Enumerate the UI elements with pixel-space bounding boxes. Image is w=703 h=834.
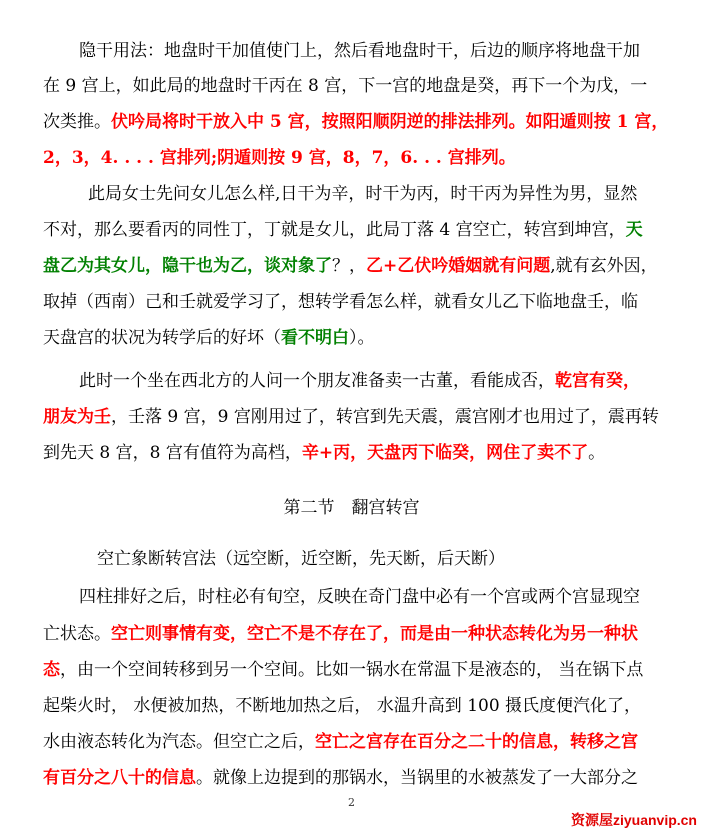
- text: 次类推。: [43, 112, 111, 132]
- para5-line4: [43, 695, 641, 717]
- highlight-green: 盘乙为其女儿，隐干也为乙，谈对象了: [43, 256, 332, 276]
- highlight-red: 乙+乙伏吟婚姻就有问题: [366, 256, 551, 276]
- text: 。: [588, 443, 606, 463]
- para2-line1: [88, 183, 637, 205]
- text: 此局女士先问女儿怎么样,日干为辛，时干为丙，时干丙为异性为男，显然: [88, 184, 638, 204]
- highlight-red: 空亡之宫存在百分之二十的信息，转移之宫: [315, 732, 638, 752]
- watermark: 资源屋ziyuanvip.cn: [570, 812, 697, 828]
- para1-line2: [43, 75, 647, 97]
- text: 此时一个坐在西北方的人问一个朋友准备卖一古董，看能成否，: [79, 371, 555, 391]
- para5-line2: [43, 623, 638, 645]
- text: 起柴火时， 水便被加热，不断地加热之后， 水温升高到 100 摄氏度便汽化了，: [43, 696, 642, 716]
- highlight-red: 2，3，4. . . . 宫排列;阴遁则按 9 宫，8，7，6. . . 宫排列。: [43, 148, 516, 168]
- para5-line5: [43, 731, 638, 753]
- para2-line4: [43, 291, 638, 313]
- highlight-green: 天: [625, 220, 643, 240]
- highlight-red: 态: [43, 660, 60, 680]
- text: 天盘宫的状况为转学后的好坏（: [43, 328, 281, 348]
- para5-line3: [43, 659, 643, 681]
- para3-line1: [79, 370, 640, 392]
- text: 不对，那么要看丙的同性丁，丁就是女儿，此局丁落 4 宫空亡，转宫到坤宫，: [43, 220, 626, 240]
- text: ？，: [332, 256, 366, 276]
- para3-line2: [43, 406, 659, 428]
- text: 。就像上边提到的那锅水，当锅里的水被蒸发了一大部分之: [196, 768, 638, 788]
- para1-line1: [79, 40, 640, 62]
- highlight-red: 辛+丙，天盘丙下临癸，网住了卖不了: [301, 443, 589, 463]
- para2-line2: [43, 219, 643, 241]
- highlight-red: 伏吟局将时干放入中 5 宫，按照阳顺阴逆的排法排列。如阳遁则按 1 宫，: [111, 112, 669, 132]
- para5-line6: [43, 767, 638, 789]
- highlight-red: 乾宫有癸，: [555, 371, 640, 391]
- highlight-red: 有百分之八十的信息: [43, 768, 196, 788]
- text: 亡状态。: [43, 624, 111, 644]
- para4-line1: [97, 548, 505, 570]
- text: 四柱排好之后，时柱必有旬空，反映在奇门盘中必有一个宫或两个宫显现空: [79, 587, 640, 607]
- section-title: 第二节 翻宫转宫: [283, 498, 420, 518]
- text: ）。: [349, 328, 375, 348]
- text: ,就有玄外因，: [550, 256, 658, 276]
- para3-line3: [43, 442, 605, 464]
- text: 隐干用法：地盘时干加值使门上，然后看地盘时干，后边的顺序将地盘干加: [79, 41, 640, 61]
- text: ，由一个空间转移到另一个空间。比如一锅水在常温下是液态的， 当在锅下点: [60, 660, 644, 680]
- highlight-red: 朋友为壬: [43, 407, 111, 427]
- text: 取掉（西南）己和壬就爱学习了，想转学看怎么样，就看女儿乙下临地盘壬，临: [43, 292, 638, 312]
- highlight-green: 看不明白: [281, 328, 349, 348]
- para2-line5: [43, 327, 375, 349]
- para5-line1: [79, 586, 640, 608]
- para1-line3: [43, 111, 668, 133]
- para2-line3: [43, 255, 658, 277]
- highlight-red: 空亡则事情有变，空亡不是不存在了，而是由一种状态转化为另一种状: [111, 624, 638, 644]
- text: 在 9 宫上，如此局的地盘时干丙在 8 宫，下一宫的地盘是癸，再下一个为戊，一: [43, 76, 648, 96]
- para1-line4: [43, 147, 516, 169]
- text: 水由液态转化为汽态。但空亡之后，: [43, 732, 315, 752]
- text: 到先天 8 宫，8 宫有值符为高档，: [43, 443, 302, 463]
- text: ，壬落 9 宫，9 宫刚用过了，转宫到先天震，震宫刚才也用过了，震再转: [111, 407, 659, 427]
- page-number: 2: [348, 796, 355, 809]
- text: 空亡象断转宫法（远空断，近空断，先天断，后天断）: [97, 549, 505, 569]
